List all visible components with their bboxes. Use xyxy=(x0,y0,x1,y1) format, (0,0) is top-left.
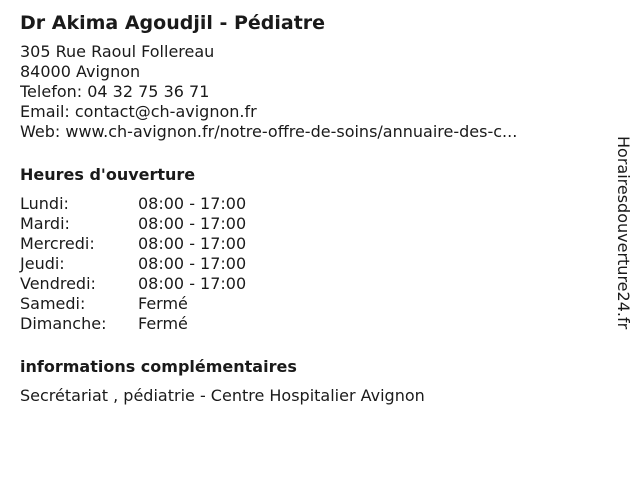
hours-day: Mardi: xyxy=(20,214,70,233)
hours-row-mardi xyxy=(20,214,600,234)
hours-row-mercredi xyxy=(20,234,600,254)
hours-day: Lundi: xyxy=(20,194,69,213)
phone-line: Telefon: 04 32 75 36 71 xyxy=(20,82,210,101)
hours-row-lundi xyxy=(20,194,600,214)
hours-row-samedi xyxy=(20,294,600,314)
hours-time: 08:00 - 17:00 xyxy=(138,274,247,293)
address-street: 305 Rue Raoul Follereau xyxy=(20,42,215,61)
hours-time: Fermé xyxy=(138,294,188,313)
web-line: Web: www.ch-avignon.fr/notre-offre-de-soins/annuaire-des-c... xyxy=(20,122,518,141)
hours-time: 08:00 - 17:00 xyxy=(138,194,247,213)
hours-row-jeudi xyxy=(20,254,600,274)
hours-day: Jeudi: xyxy=(20,254,65,273)
hours-day: Vendredi: xyxy=(20,274,96,293)
hours-day: Samedi: xyxy=(20,294,86,313)
info-text: Secrétariat , pédiatrie - Centre Hospitalier Avignon xyxy=(20,386,425,405)
info-heading: informations complémentaires xyxy=(20,357,297,376)
hours-time: Fermé xyxy=(138,314,188,333)
email-line: Email: contact@ch-avignon.fr xyxy=(20,102,257,121)
listing-card xyxy=(20,10,600,406)
hours-time: 08:00 - 17:00 xyxy=(138,234,247,253)
page-title: Dr Akima Agoudjil - Pédiatre xyxy=(20,12,326,34)
hours-row-vendredi xyxy=(20,274,600,294)
hours-time: 08:00 - 17:00 xyxy=(138,214,247,233)
hours-day: Mercredi: xyxy=(20,234,95,253)
hours-time: 08:00 - 17:00 xyxy=(138,254,247,273)
hours-day: Dimanche: xyxy=(20,314,107,333)
address-city: 84000 Avignon xyxy=(20,62,141,81)
site-watermark: Horairesdouverture24.fr xyxy=(614,136,633,330)
hours-row-dimanche xyxy=(20,314,600,334)
hours-table xyxy=(20,194,600,334)
hours-heading: Heures d'ouverture xyxy=(20,165,196,184)
